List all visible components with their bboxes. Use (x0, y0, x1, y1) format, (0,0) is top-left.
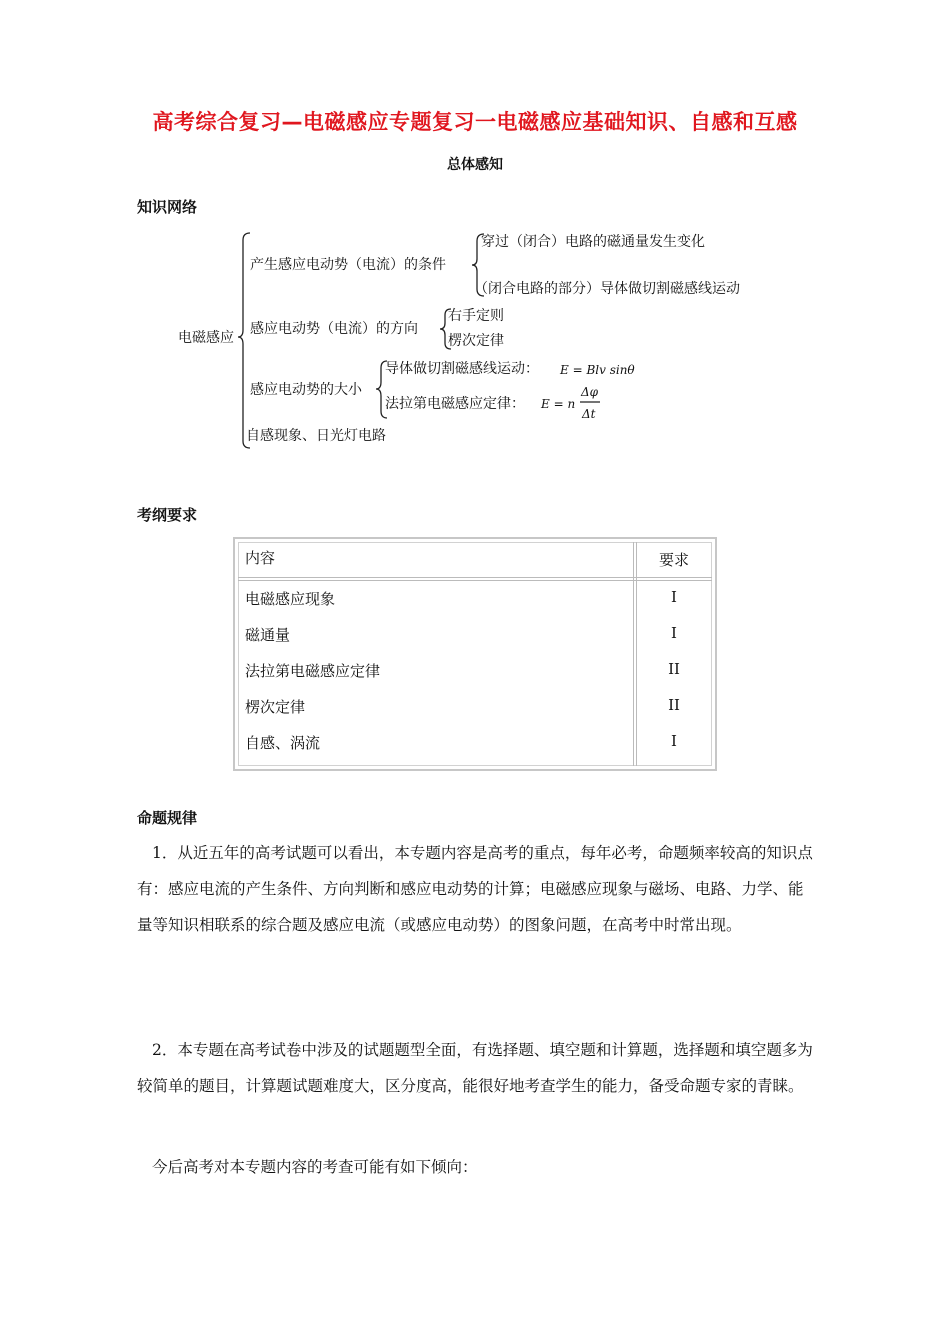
formula-faraday-lhs: E = n (541, 397, 576, 411)
syllabus-table (233, 537, 717, 771)
branch-condition: 产生感应电动势（电流）的条件 (250, 257, 446, 273)
table-cell-content: 电磁感应现象 (245, 590, 336, 608)
branch-self-induction: 自感现象、日光灯电路 (246, 428, 386, 444)
branch-direction: 感应电动势（电流）的方向 (250, 321, 418, 337)
knowledge-map (0, 0, 950, 470)
table-cell-requirement: II (668, 696, 680, 714)
table-cell-content: 磁通量 (245, 626, 291, 644)
section-knowledge-network: 知识网络 (137, 198, 198, 216)
table-header-content: 内容 (245, 549, 276, 567)
branch-magnitude: 感应电动势的大小 (250, 382, 362, 398)
formula-cutting: E = Blv sinθ (560, 363, 635, 377)
paragraph-1: 1．从近五年的高考试题可以看出，本专题内容是高考的重点，每年必考，命题频率较高的知识点有：感应电流的产生条件、方向判断和感应电动势的计算；电磁感应现象与磁场、电路、力学、能量等知识相联系的综合题及感应电流（或感应电动势）的图象问题，在高考中时常出现。 (137, 844, 813, 934)
table-header-divider (238, 577, 712, 581)
section-syllabus: 考纲要求 (137, 506, 198, 524)
overview-heading: 总体感知 (447, 157, 503, 173)
magnitude-item-2: 法拉第电磁感应定律： (385, 396, 525, 412)
table-cell-requirement: I (671, 588, 677, 606)
magnitude-item-1: 导体做切割磁感线运动： (385, 361, 539, 377)
main-brace (238, 233, 250, 448)
document-title: 高考综合复习—电磁感应专题复习一电磁感应基础知识、自感和互感 (152, 110, 798, 134)
paragraph-2: 2．本专题在高考试卷中涉及的试题题型全面，有选择题、填空题和计算题，选择题和填空题多为较简单的题目，计算题试题难度大，区分度高，能很好地考查学生的能力，备受命题专家的青睐。 (137, 1041, 813, 1095)
map-root: 电磁感应 (178, 330, 234, 346)
table-cell-requirement: I (671, 624, 677, 642)
table-cell-content: 法拉第电磁感应定律 (245, 662, 381, 680)
section-patterns: 命题规律 (137, 809, 198, 827)
formula-faraday-numerator: Δφ (581, 385, 599, 399)
paragraph-3: 今后高考对本专题内容的考查可能有如下倾向： (152, 1158, 478, 1176)
table-header-requirement: 要求 (658, 551, 689, 569)
table-cell-content: 自感、涡流 (245, 734, 321, 752)
condition-item-2: （闭合电路的部分）导体做切割磁感线运动 (474, 281, 740, 297)
direction-item-2: 楞次定律 (448, 333, 504, 349)
condition-item-1: 穿过（闭合）电路的磁通量发生变化 (481, 234, 705, 250)
table-cell-content: 楞次定律 (245, 698, 306, 716)
table-cell-requirement: I (671, 732, 677, 750)
table-cell-requirement: II (668, 660, 680, 678)
formula-faraday-denominator: Δt (582, 407, 596, 421)
direction-item-1: 右手定则 (448, 308, 504, 324)
